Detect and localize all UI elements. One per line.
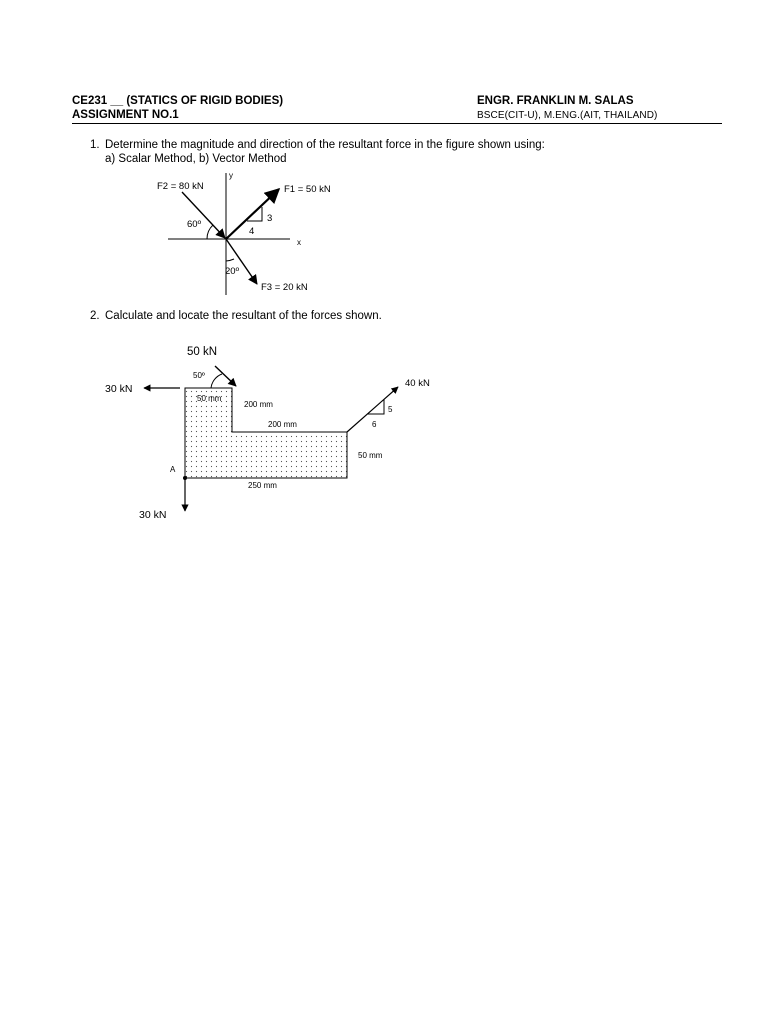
- force-top-angle-arc: [211, 374, 222, 388]
- force-left-label: 30 kN: [105, 383, 133, 395]
- problem-1-subtext: a) Scalar Method, b) Vector Method: [105, 153, 287, 165]
- dim-top-width: 50 mm: [197, 394, 222, 403]
- f1-label: F1 = 50 kN: [284, 184, 331, 195]
- point-a-label: A: [170, 465, 176, 474]
- f1-slope-rise: 3: [267, 213, 273, 224]
- force-right-label: 40 kN: [405, 378, 430, 389]
- y-axis-label: y: [229, 171, 233, 180]
- f3-label: F3 = 20 kN: [261, 282, 308, 293]
- instructor-credentials: BSCE(CIT-U), M.ENG.(AIT, THAILAND): [477, 110, 658, 121]
- point-a: [183, 476, 187, 480]
- instructor-name: ENGR. FRANKLIN M. SALAS: [477, 95, 634, 107]
- assignment-title: ASSIGNMENT NO.1: [72, 109, 179, 121]
- problem-1-text: Determine the magnitude and direction of the resultant force in the figure shown using:: [105, 139, 545, 151]
- dim-step-height: 200 mm: [244, 400, 273, 409]
- x-axis-label: x: [297, 238, 301, 247]
- f2-angle-label: 60º: [187, 219, 202, 230]
- dim-base: 250 mm: [248, 481, 277, 490]
- force-top-label: 50 kN: [187, 346, 218, 358]
- problem-2-text: Calculate and locate the resultant of the forces shown.: [105, 310, 382, 322]
- dim-step-width: 200 mm: [268, 420, 297, 429]
- f3-angle-label: 20º: [225, 266, 240, 277]
- force-bottom-label: 30 kN: [139, 509, 167, 521]
- f2-label: F2 = 80 kN: [157, 181, 204, 192]
- problem-2-number: 2.: [90, 310, 100, 322]
- course-title: CE231 __ (STATICS OF RIGID BODIES): [72, 95, 284, 107]
- force-top-angle: 50º: [193, 371, 205, 380]
- dim-right-height: 50 mm: [358, 451, 383, 460]
- force-right-slope-rise: 5: [388, 405, 393, 414]
- f1-slope-run: 4: [249, 226, 255, 237]
- problem-1-number: 1.: [90, 139, 100, 151]
- force-right-slope-run: 6: [372, 420, 377, 429]
